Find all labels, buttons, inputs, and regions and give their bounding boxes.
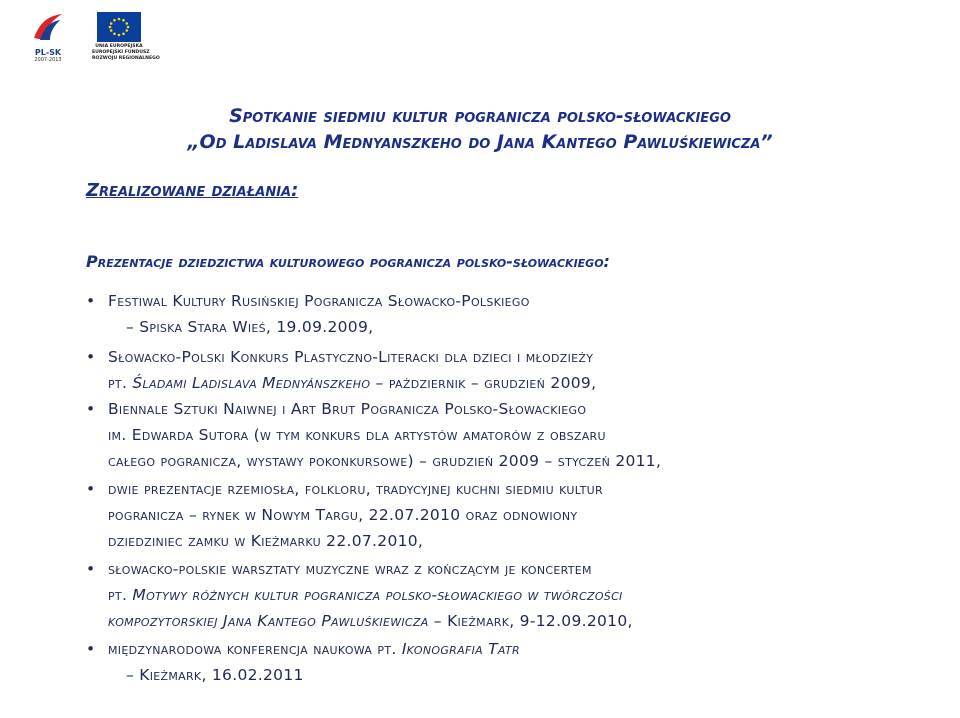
list-item-text: dwie prezentacje rzemiosła, folkloru, tradycyjnej kuchni siedmiu kultur (108, 480, 603, 498)
list-item-title: Śladami Ladislava Mednyánszkeho (132, 374, 371, 392)
bullet-icon: • (86, 560, 96, 578)
list-item (86, 476, 886, 554)
list-item-text: Słowacko-Polski Konkurs Plastyczno-Literacki dla dzieci i młodzieży (108, 348, 594, 366)
list-item-text: – Kieżmark, 9-12.09.2010, (428, 612, 633, 630)
section-heading: Zrealizowane działania: (86, 180, 299, 201)
list-item (86, 636, 886, 688)
pl-sk-emblem-icon (30, 12, 66, 42)
list-item-text: pogranicza – rynek w Nowym Targu, 22.07.2010 oraz odnowiony (108, 506, 578, 524)
pl-sk-years: 2007-2013 (34, 57, 62, 63)
pl-sk-logo (26, 12, 70, 63)
list-item-text: Biennale Sztuki Naiwnej i Art Brut Pogranicza Polsko-Słowackiego (108, 400, 587, 418)
bullet-icon: • (86, 480, 96, 498)
eu-logo (92, 12, 160, 62)
list-item-text: – październik – grudzień 2009, (370, 374, 597, 392)
list-item-text: słowacko-polskie warsztaty muzyczne wraz z kończącym je koncertem (108, 560, 592, 578)
page-title-line-1: Spotkanie siedmiu kultur pogranicza polsko-słowackiego (229, 105, 731, 127)
list-item-text: międzynarodowa konferencja naukowa pt. (108, 640, 402, 658)
eu-caption-2: EUROPEJSKI FUNDUSZ (92, 50, 150, 55)
bullet-icon: • (86, 348, 96, 366)
list-item-text: pt. (108, 586, 133, 604)
list-item (86, 556, 886, 634)
eu-caption-3: ROZWOJU REGIONALNEGO (92, 56, 160, 61)
bullet-icon: • (86, 292, 96, 310)
list-item-text: całego pogranicza, wystawy pokonkursowe) – grudzień 2009 – styczeń 2011, (108, 452, 662, 470)
list-item-text: – Spiska Stara Wieś, 19.09.2009, (126, 318, 374, 336)
eu-caption-1: UNIA EUROPEJSKA (95, 44, 143, 49)
pl-sk-text: PL-SK (34, 48, 62, 57)
list-item-text: dziedziniec zamku w Kieżmarku 22.07.2010, (108, 532, 424, 550)
section-subheading: Prezentacje dziedzictwa kulturowego pogranicza polsko-słowackiego: (86, 252, 610, 271)
list-item (86, 396, 886, 474)
list-item-title: Ikonografia Tatr (401, 640, 520, 658)
activity-list (86, 288, 886, 688)
list-item-title: Motywy różnych kultur pogranicza polsko-słowackiego w twórczości (132, 586, 623, 604)
list-item-text: pt. (108, 374, 133, 392)
list-item-text: Festiwal Kultury Rusińskiej Pogranicza Słowacko-Polskiego (108, 292, 530, 310)
bullet-icon: • (86, 640, 96, 658)
list-item (86, 344, 886, 396)
list-item-title: kompozytorskiej Jana Kantego Pawluśkiewicza (108, 612, 429, 630)
page-title-line-2: „Od Ladislava Mednyanszkeho do Jana Kantego Pawluśkiewicza” (187, 131, 773, 153)
eu-flag-icon (97, 12, 141, 42)
bullet-icon: • (86, 400, 96, 418)
logo-bar (26, 12, 160, 63)
list-item (86, 288, 886, 340)
list-item-text: – Kieżmark, 16.02.2011 (126, 666, 304, 684)
list-item-text: im. Edwarda Sutora (w tym konkurs dla artystów amatorów z obszaru (108, 426, 606, 444)
